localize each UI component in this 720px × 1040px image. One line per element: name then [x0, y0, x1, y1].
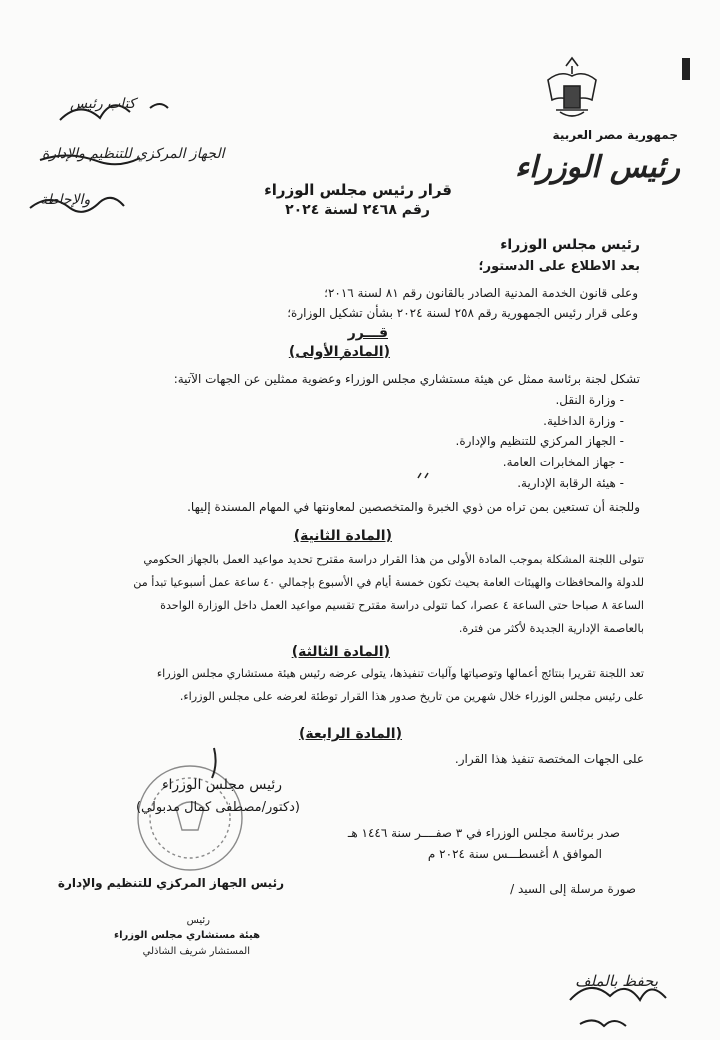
- signature-name: (دكتور/مصطفى كمال مدبولي): [135, 800, 300, 815]
- signature-title: رئيس مجلس الوزراء: [161, 777, 282, 793]
- article4-text: على الجهات المختصة تنفيذ هذا القرار.: [454, 752, 644, 766]
- handwritten-line: كتاب رئيس: [70, 96, 136, 112]
- copy-label: صورة مرسلة إلى السيد /: [510, 882, 636, 896]
- decree-number: رقم ٢٤٦٨ لسنة ٢٠٢٤: [285, 202, 430, 218]
- article2-line: للدولة والمحافظات والهيئات العامة بحيث تكون خمسة أيام في الأسبوع بإجمالي ٤٠ ساعة عمل أسبوعيا تبدأ من: [133, 576, 644, 589]
- member-item: - جهاز المخابرات العامة.: [502, 455, 624, 469]
- issuer-heading: رئيس مجلس الوزراء: [500, 237, 640, 253]
- eagle-emblem-icon: [548, 58, 596, 116]
- decree-title: قرار رئيس مجلس الوزراء: [264, 181, 452, 199]
- article2-heading: (المادة الثانية): [293, 528, 392, 544]
- article4-heading: (المادة الرابعة): [298, 726, 402, 742]
- check-mark: [418, 473, 428, 478]
- margin-mark: [682, 58, 690, 80]
- article3-heading: (المادة الثالثة): [291, 644, 390, 660]
- article2-line: تتولى اللجنة المشكلة بموجب المادة الأولى من هذا القرار دراسة مقترح تحديد مواعيد العمل بالجهاز الحكومي: [143, 553, 644, 566]
- stamp-title: رئيس: [186, 915, 210, 926]
- decided-heading: قـــرر: [347, 325, 388, 341]
- member-item: - وزارة الداخلية.: [543, 414, 624, 428]
- handwritten-line: الجهاز المركزي للتنظيم والإدارة: [42, 146, 225, 162]
- issued-gregorian: الموافق ٨ أغسطـــس سنة ٢٠٢٤ م: [427, 847, 602, 861]
- handwritten-bottom-note: يحفظ بالملف: [575, 972, 658, 990]
- stamp-office: هيئة مستشاري مجلس الوزراء: [113, 930, 260, 941]
- signature-stroke: [212, 748, 216, 778]
- handwritten-note-graphic: [570, 988, 666, 1026]
- article2-line: بالعاصمة الإدارية الجديدة لأكثر من فترة.: [458, 622, 644, 635]
- stamp-name: المستشار شريف الشاذلي: [142, 946, 250, 957]
- constitution-review: بعد الاطلاع على الدستور؛: [478, 259, 640, 274]
- handwritten-line: والإحاطة: [40, 192, 91, 208]
- article1-intro: تشكل لجنة برئاسة ممثل عن هيئة مستشاري مجلس الوزراء وعضوية ممثلين عن الجهات الآتية:: [173, 372, 640, 386]
- article3-line: على رئيس مجلس الوزراء خلال شهرين من تاريخ صدور هذا القرار توطئة لعرضه على مجلس الوزراء.: [179, 690, 644, 703]
- letterhead-republic: جمهورية مصر العربية: [552, 128, 678, 142]
- preamble-line: وعلى قانون الخدمة المدنية الصادر بالقانون رقم ٨١ لسنة ٢٠١٦؛: [324, 286, 638, 300]
- letterhead-office: رئيس الوزراء: [515, 150, 680, 185]
- article2-line: الساعة ٨ صباحا حتى الساعة ٤ عصرا، كما تتولى دراسة مقترح تقسيم مواعيد العمل داخل الوزارة الواحدة: [160, 599, 644, 612]
- member-item: - وزارة النقل.: [555, 393, 624, 407]
- member-item: - الجهاز المركزي للتنظيم والإدارة.: [455, 434, 624, 448]
- member-item: - هيئة الرقابة الإدارية.: [517, 476, 624, 490]
- preamble-line: وعلى قرار رئيس الجمهورية رقم ٢٥٨ لسنة ٢٠٢٤ بشأن تشكيل الوزارة؛: [287, 306, 638, 320]
- issued-hijri: صدر برئاسة مجلس الوزراء في ٣ صفــــر سنة ١٤٤٦ هـ: [347, 826, 620, 840]
- article1-heading: (المادة الأولى): [288, 344, 390, 360]
- article1-closing: وللجنة أن تستعين بمن تراه من ذوي الخبرة والمتخصصين لمعاونتها في المهام المسندة إليها.: [187, 500, 640, 514]
- article3-line: تعد اللجنة تقريرا بنتائج أعمالها وتوصياتها وآليات تنفيذها، يتولى عرضه رئيس هيئة مستشاري مجلس الوزراء: [156, 667, 644, 680]
- copy-recipient: رئيس الجهاز المركزي للتنظيم والإدارة: [57, 876, 284, 890]
